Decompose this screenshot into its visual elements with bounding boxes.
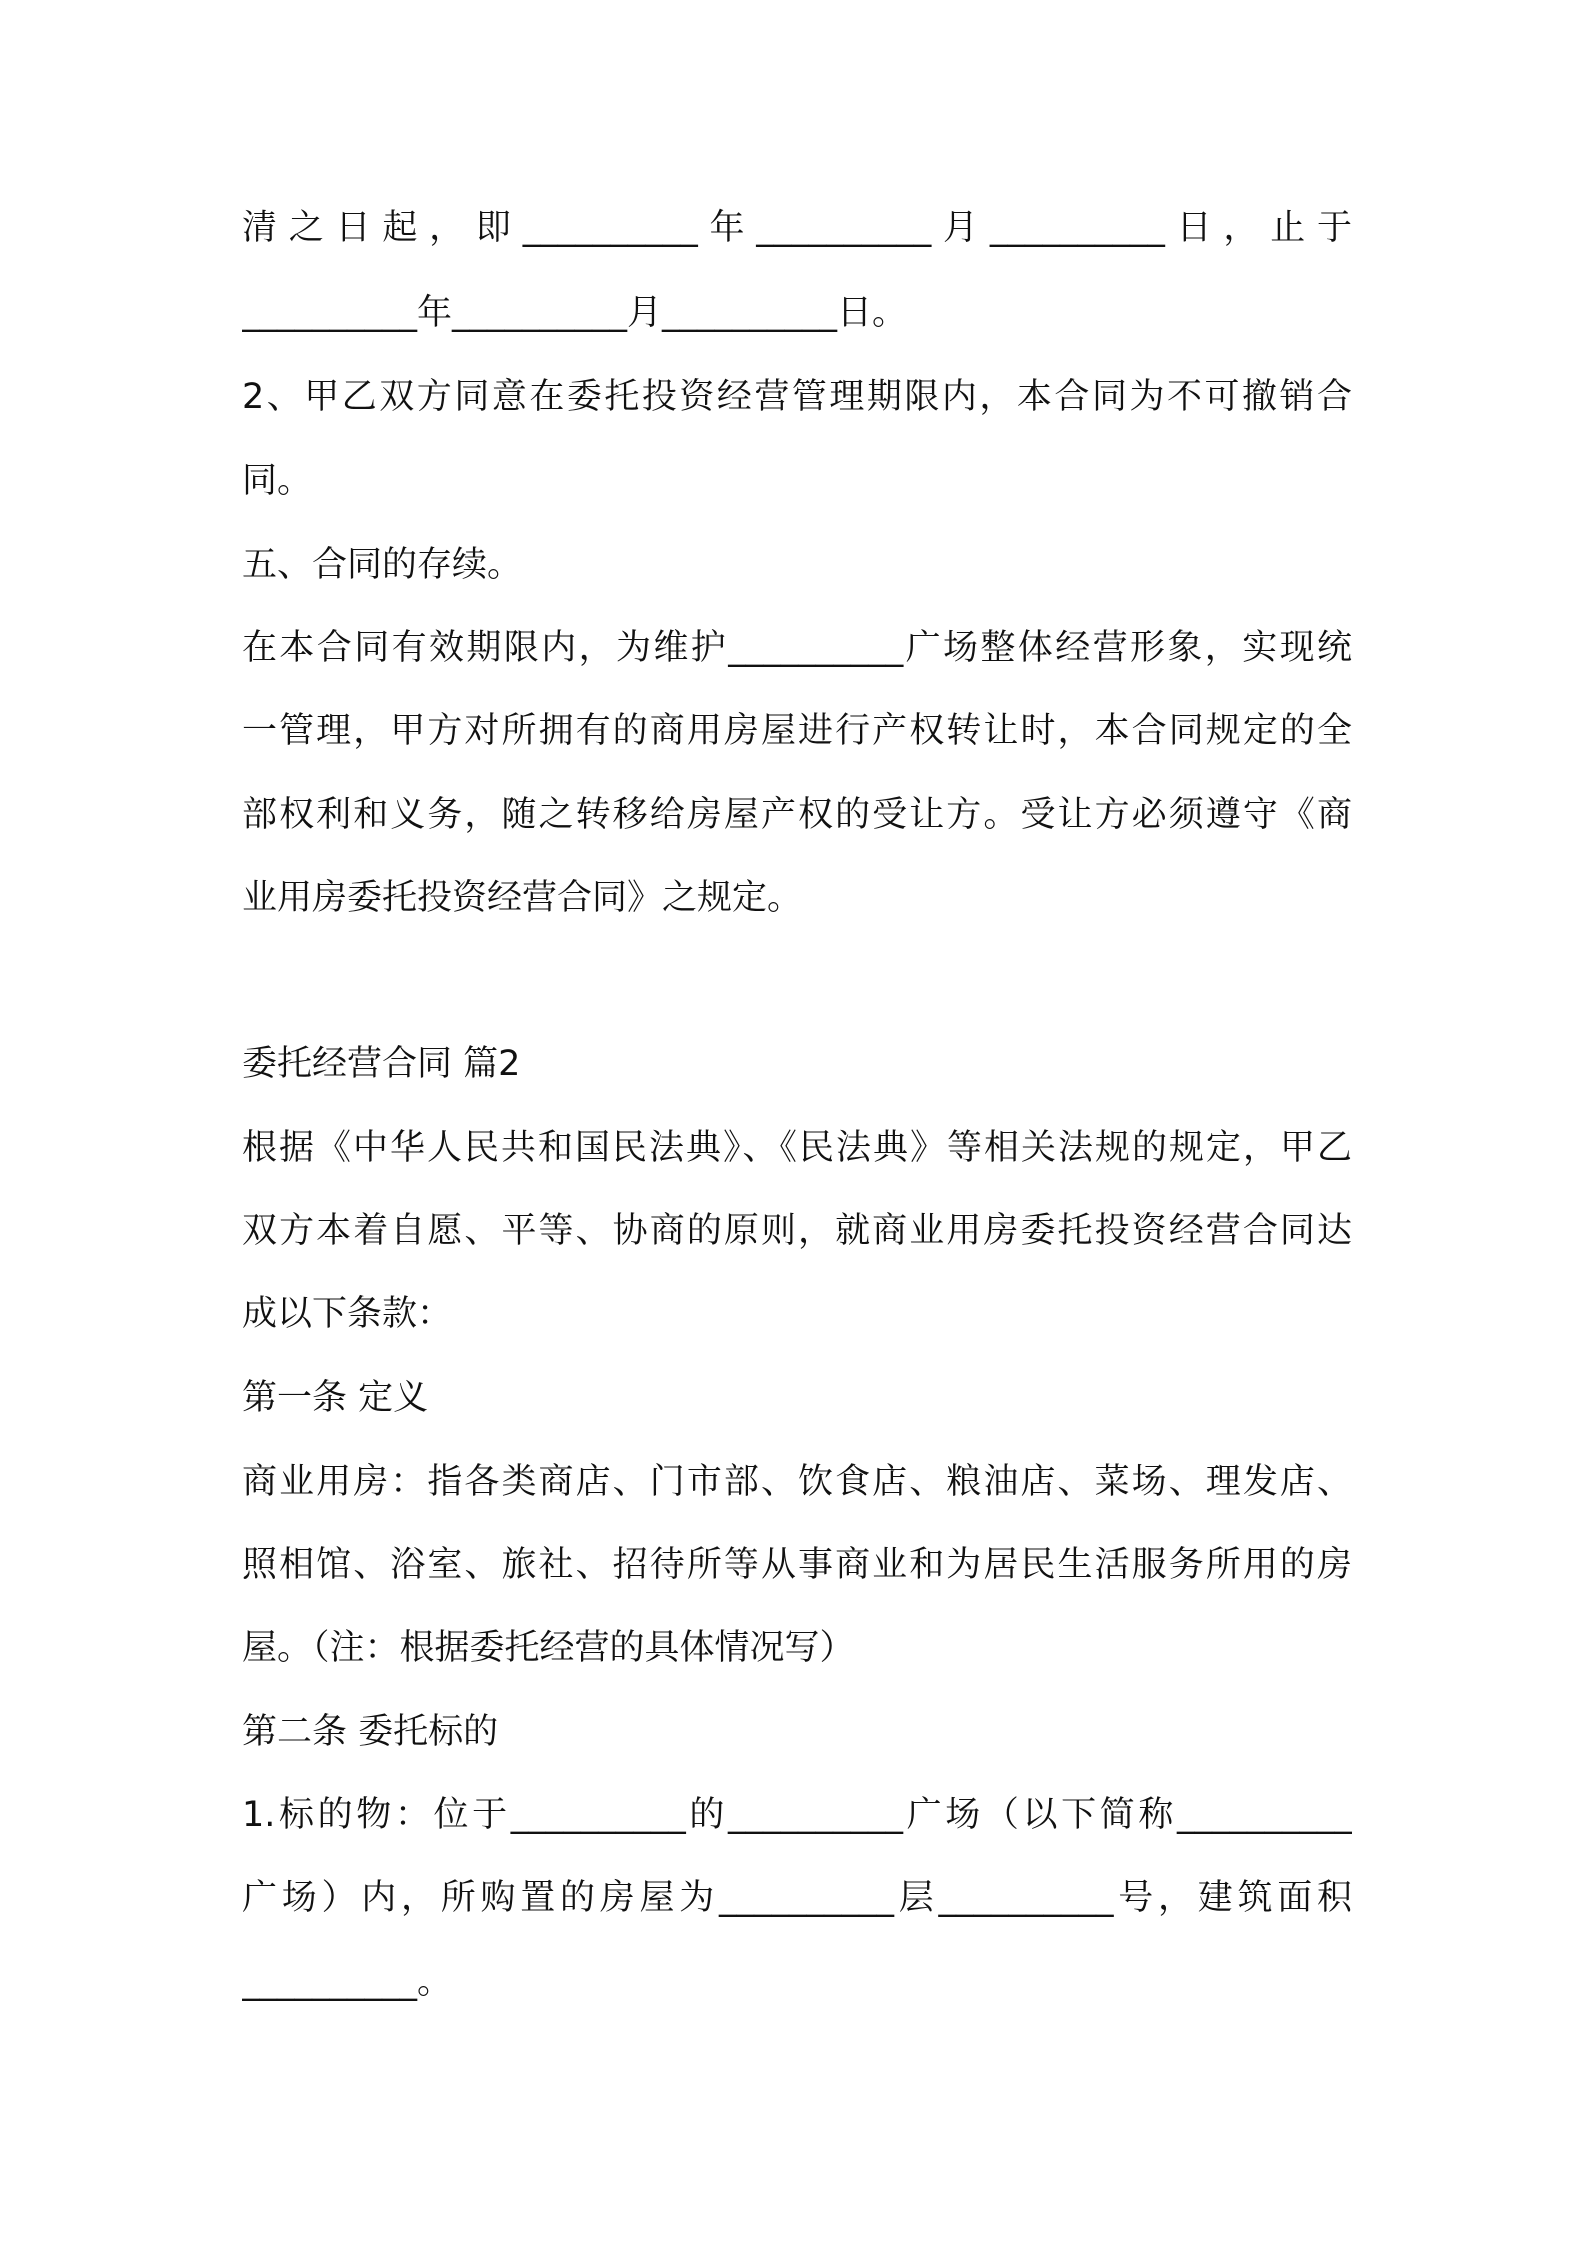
text-line: 在本合同有效期限内，为维护__________广场整体经营形象，实现统 bbox=[242, 628, 1352, 668]
text-line: 一管理，甲方对所拥有的商用房屋进行产权转让时，本合同规定的全 bbox=[242, 711, 1352, 751]
text-line: 成以下条款： bbox=[242, 1294, 453, 1334]
text-line: 1.标的物：位于__________的__________广场（以下简称__________ bbox=[242, 1795, 1352, 1835]
text-line: 2、甲乙双方同意在委托投资经营管理期限内，本合同为不可撤销合 bbox=[242, 377, 1352, 417]
text-line: 商业用房：指各类商店、门市部、饮食店、粮油店、菜场、理发店、 bbox=[242, 1462, 1352, 1502]
text-line: 同。 bbox=[242, 461, 313, 501]
document-title: 委托经营合同 篇2 bbox=[242, 1044, 521, 1084]
text-line: 部权利和义务，随之转移给房屋产权的受让方。受让方必须遵守《商 bbox=[242, 795, 1352, 835]
text-line: __________年__________月__________日。 bbox=[242, 293, 908, 333]
article-heading: 第一条 定义 bbox=[242, 1378, 429, 1418]
text-line: 双方本着自愿、平等、协商的原则，就商业用房委托投资经营合同达 bbox=[242, 1211, 1352, 1251]
text-line: 广场）内，所购置的房屋为__________层__________号，建筑面积 bbox=[242, 1878, 1352, 1918]
text-line: __________。 bbox=[242, 1962, 453, 2002]
text-line: 屋。（注：根据委托经营的具体情况写） bbox=[242, 1628, 855, 1668]
text-line: 根据《中华人民共和国民法典》、《民法典》等相关法规的规定，甲乙 bbox=[242, 1128, 1352, 1168]
article-heading: 第二条 委托标的 bbox=[242, 1712, 499, 1752]
section-heading: 五、合同的存续。 bbox=[242, 545, 523, 585]
text-line: 业用房委托投资经营合同》之规定。 bbox=[242, 878, 803, 918]
text-line: 照相馆、浴室、旅社、招待所等从事商业和为居民生活服务所用的房 bbox=[242, 1545, 1352, 1585]
text-line: 清之日起，即__________年__________月__________日，止于 bbox=[242, 208, 1352, 248]
